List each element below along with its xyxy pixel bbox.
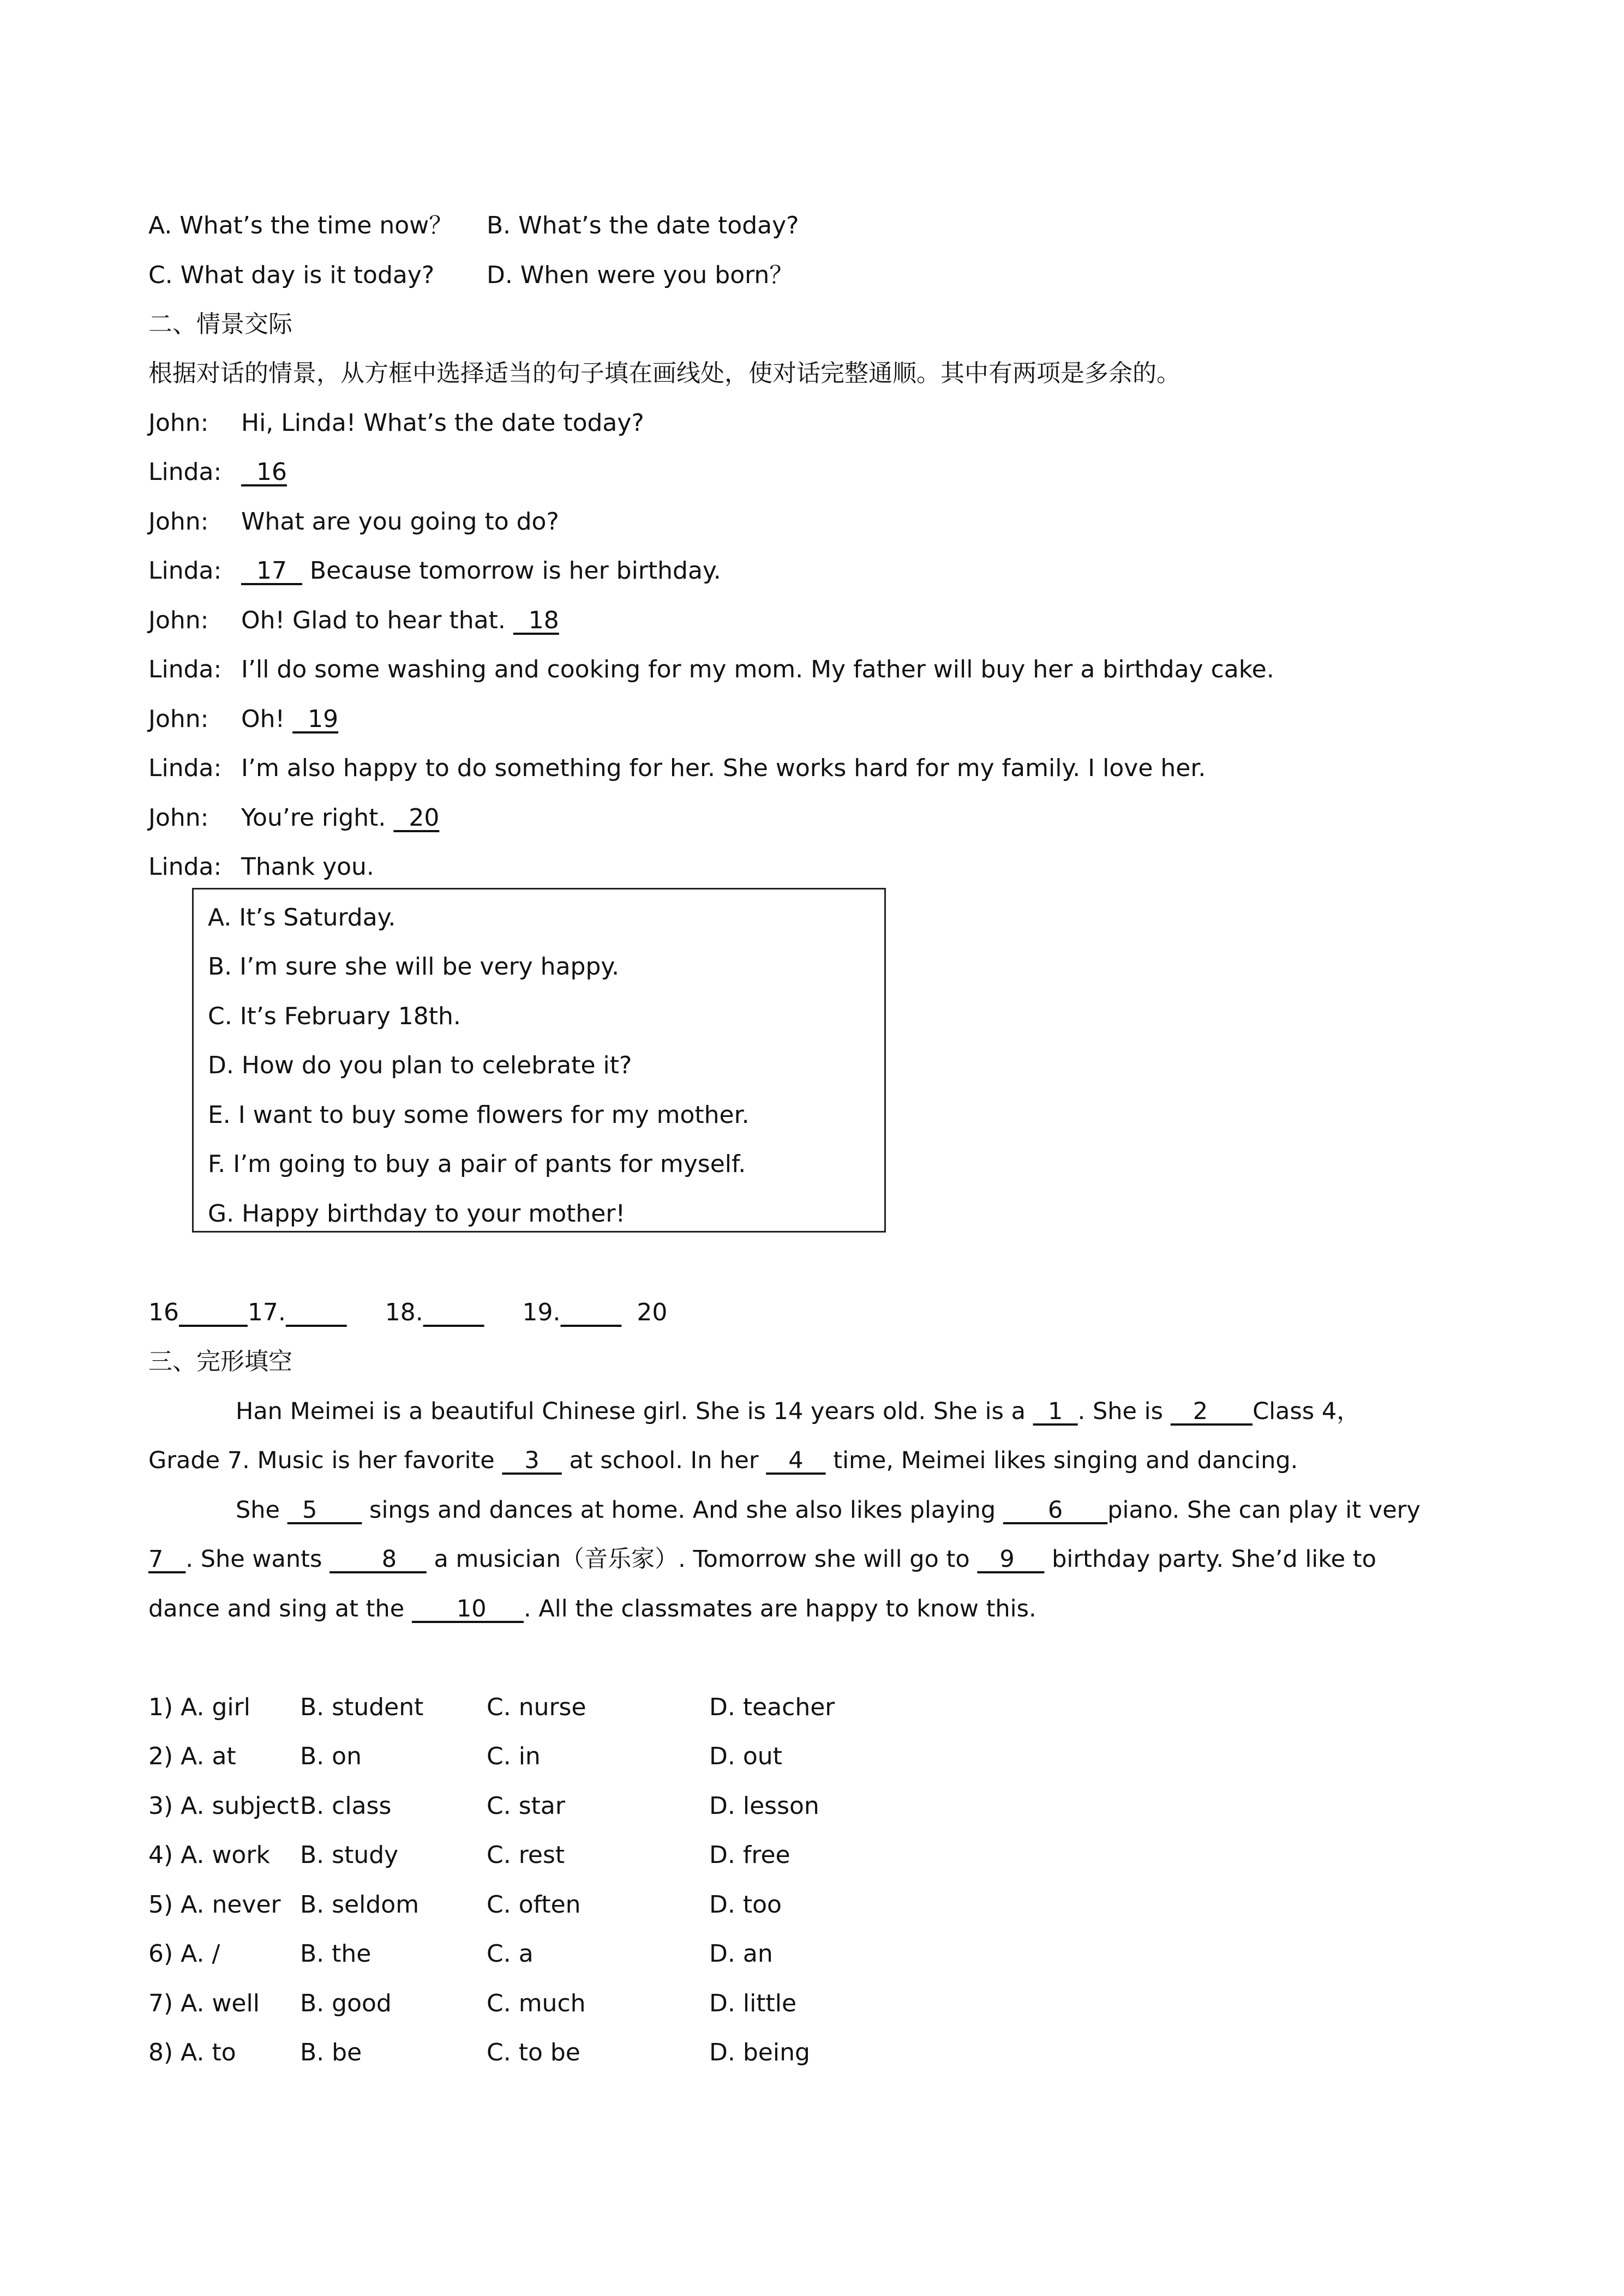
option-d-born: D. When were you born？ [487, 261, 794, 289]
cloze-blank-10: 10 [411, 1595, 524, 1622]
question-8-d: D. being [709, 2039, 810, 2066]
answer-line: 16 17. 18. 19. 20 [148, 1299, 668, 1326]
question-7-a: 7) A. well [148, 1990, 260, 2017]
box-option-a: A. It’s Saturday. [208, 904, 396, 931]
section2-heading: 二、情景交际 [148, 310, 292, 338]
cloze-blank-9: 9 [977, 1546, 1045, 1573]
question-6-b: B. the [300, 1940, 371, 1968]
dialogue-line: Linda: I’ll do some washing and cooking for my mom. My father will buy her a birthday cake. [148, 656, 1274, 683]
cloze-blank-8: 8 [329, 1546, 427, 1573]
section2-instruction: 根据对话的情景，从方框中选择适当的句子填在画线处，使对话完整通顺。其中有两项是多余的。 [148, 359, 1180, 387]
question-2-a: 2) A. at [148, 1742, 236, 1770]
question-1-d: D. teacher [709, 1693, 835, 1721]
dialogue-line: Linda: Thank you. [148, 853, 374, 881]
option-c-day: C. What day is it today? [148, 261, 435, 289]
question-5-b: B. seldom [300, 1891, 420, 1919]
answer-blank-18[interactable] [423, 1299, 484, 1326]
cloze-blank-6: 6 [1003, 1496, 1108, 1524]
passage-line-1: Han Meimei is a beautiful Chinese girl. She is 14 years old. She is a 1 . She is 2 Class 4， [236, 1398, 1361, 1425]
question-5-a: 5) A. never [148, 1891, 281, 1919]
question-4-a: 4) A. work [148, 1841, 270, 1869]
question-8-b: B. be [300, 2039, 362, 2066]
question-3-b: B. class [300, 1792, 392, 1820]
blank-19: 19 [292, 705, 339, 733]
answer-blank-19[interactable] [561, 1299, 622, 1326]
dialogue-line: Linda: 17 Because tomorrow is her birthday. [148, 557, 721, 585]
question-5-c: C. often [487, 1891, 581, 1919]
box-option-g: G. Happy birthday to your mother! [208, 1200, 626, 1228]
answer-blank-17[interactable] [286, 1299, 347, 1326]
box-option-e: E. I want to buy some flowers for my mother. [208, 1101, 750, 1129]
question-4-c: C. rest [487, 1841, 565, 1869]
passage-line-3: She 5 sings and dances at home. And she also likes playing 6 piano. She can play it very [236, 1496, 1421, 1524]
cloze-blank-7: 7 [148, 1546, 186, 1573]
dialogue-line: John: Hi, Linda! What’s the date today? [148, 409, 644, 437]
question-2-d: D. out [709, 1742, 782, 1770]
question-3-d: D. lesson [709, 1792, 819, 1820]
cloze-blank-4: 4 [766, 1447, 826, 1474]
question-8-c: C. to be [487, 2039, 580, 2066]
blank-16: 16 [241, 458, 287, 486]
question-7-d: D. little [709, 1990, 797, 2017]
cloze-blank-5: 5 [287, 1496, 362, 1524]
passage-line-4: 7 . She wants 8 a musician（音乐家）. Tomorrow she will go to 9 birthday party. She’d like to [148, 1546, 1376, 1573]
question-3-a: 3) A. subject [148, 1792, 299, 1820]
box-option-f: F. I’m going to buy a pair of pants for myself. [208, 1150, 746, 1178]
question-6-d: D. an [709, 1940, 773, 1968]
blank-20: 20 [393, 804, 440, 832]
options-box [192, 888, 886, 1233]
passage-line-5: dance and sing at the 10 . All the classmates are happy to know this. [148, 1595, 1036, 1622]
option-b-date: B. What’s the date today? [487, 212, 799, 239]
cloze-blank-3: 3 [502, 1447, 562, 1474]
box-option-b: B. I’m sure she will be very happy. [208, 953, 620, 981]
question-7-b: B. good [300, 1990, 392, 2017]
dialogue-line: John: You’re right. 20 [148, 804, 440, 832]
question-1-b: B. student [300, 1693, 424, 1721]
question-3-c: C. star [487, 1792, 565, 1820]
dialogue-line: John: What are you going to do? [148, 508, 559, 536]
dialogue-line: Linda: I’m also happy to do something for her. She works hard for my family. I love her. [148, 754, 1206, 782]
cloze-blank-2: 2 [1170, 1398, 1253, 1425]
question-2-b: B. on [300, 1742, 362, 1770]
question-5-d: D. too [709, 1891, 782, 1919]
dialogue-line: John: Oh! 19 [148, 705, 339, 733]
question-2-c: C. in [487, 1742, 541, 1770]
question-1-a: 1) A. girl [148, 1693, 250, 1721]
question-8-a: 8) A. to [148, 2039, 236, 2066]
question-7-c: C. much [487, 1990, 586, 2017]
dialogue-line: Linda: 16 [148, 458, 287, 486]
blank-18: 18 [513, 606, 559, 634]
box-option-c: C. It’s February 18th. [208, 1002, 461, 1030]
passage-line-2: Grade 7. Music is her favorite 3 at school. In her 4 time, Meimei likes singing and dancing. [148, 1447, 1298, 1474]
cloze-blank-1: 1 [1033, 1398, 1078, 1425]
question-1-c: C. nurse [487, 1693, 586, 1721]
option-a-time: A. What’s the time now？ [148, 212, 453, 239]
question-4-d: D. free [709, 1841, 790, 1869]
question-6-c: C. a [487, 1940, 534, 1968]
answer-blank-16[interactable] [179, 1299, 248, 1326]
dialogue-line: John: Oh! Glad to hear that. 18 [148, 606, 559, 634]
question-6-a: 6) A. / [148, 1940, 220, 1968]
section3-heading: 三、完形填空 [148, 1348, 292, 1375]
blank-17: 17 [241, 557, 302, 585]
question-4-b: B. study [300, 1841, 399, 1869]
box-option-d: D. How do you plan to celebrate it? [208, 1051, 632, 1079]
